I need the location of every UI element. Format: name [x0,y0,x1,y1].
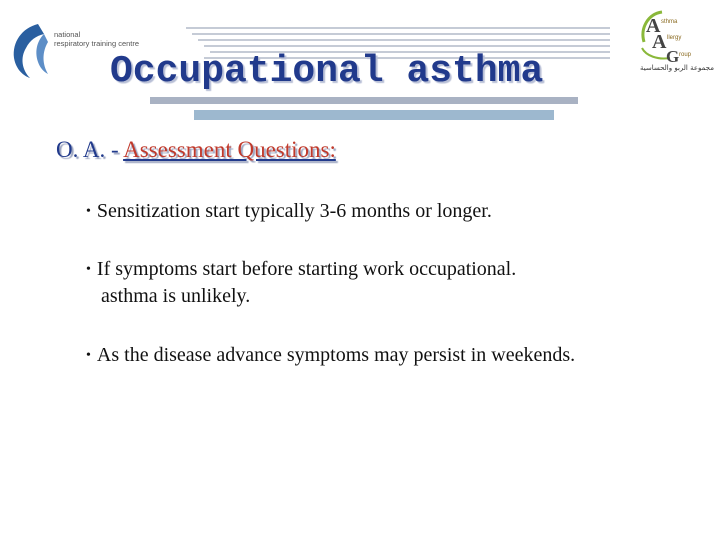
aag-word-2: llergy [667,35,682,41]
page-title: Occupational asthma [110,50,544,93]
bullet-dot: • [86,204,91,219]
list-item [86,342,575,369]
list-item [86,256,516,310]
bullet-text: If symptoms start before starting work occupational. [96,258,517,280]
list-item [86,198,492,225]
aag-letter-2: A [652,31,667,53]
subheading-prefix: O. A. - [56,137,124,162]
aag-word-3: roup [679,52,692,58]
aag-letter-1: A [646,15,661,37]
bullet-dot: • [86,348,91,363]
ntc-logo-line1: national [54,30,81,39]
subheading-underlined: Assessment Questions: [123,137,336,162]
aag-arabic-text: مجموعة الربو والحساسية [640,64,714,72]
bullet-text: Sensitization start typically 3-6 months or longer. [96,200,492,222]
bullet-text: As the disease advance symptoms may persist in weekends. [96,344,576,366]
bullet-dot: • [86,262,91,277]
ntc-logo-line2: respiratory training centre [54,39,140,48]
aag-word-1: sthma [661,19,678,25]
aag-letter-3: G [666,47,680,66]
bullet-continuation: asthma is unlikely. [101,285,251,307]
section-subheading [56,137,336,163]
